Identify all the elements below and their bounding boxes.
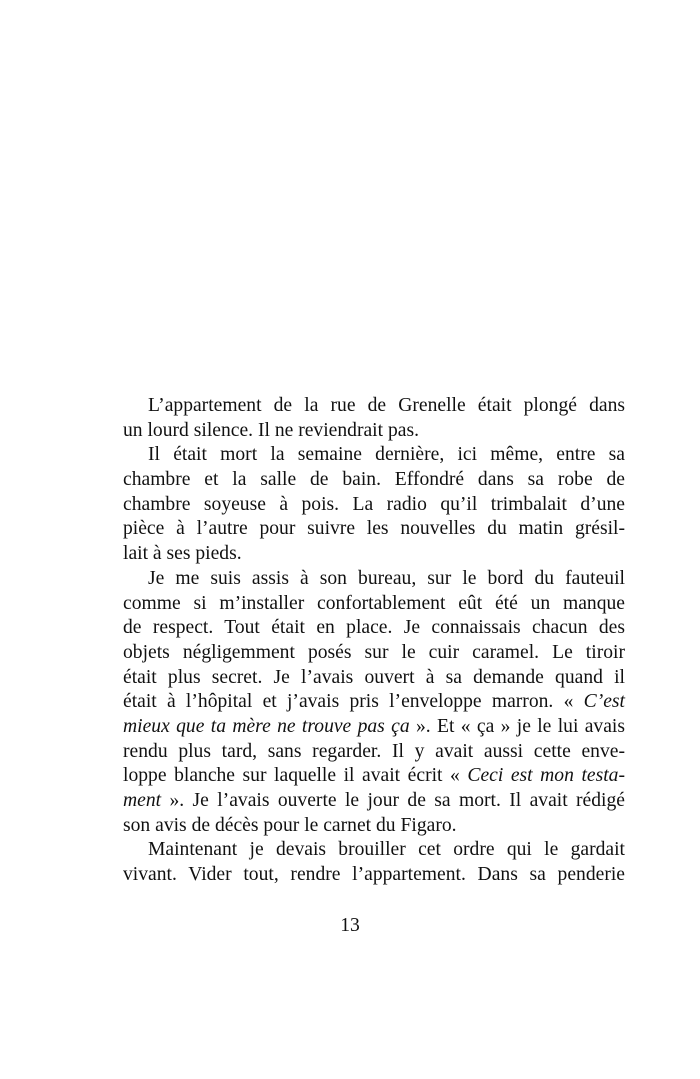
text-line: mieux que ta mère ne trouve pas ça ». Et « ça » je le lui avais: [123, 715, 625, 737]
text-line: rendu plus tard, sans regarder. Il y avait aussi cette enve-: [123, 740, 625, 762]
text-line: un lourd silence. Il ne reviendrait pas.: [123, 419, 419, 441]
text-line: lait à ses pieds.: [123, 543, 242, 565]
text-line: était plus secret. Je l’avais ouvert à sa demande quand il: [123, 666, 625, 688]
text-line: Je me suis assis à son bureau, sur le bord du fauteuil: [148, 567, 625, 589]
text-line: Il était mort la semaine dernière, ici même, entre sa: [148, 444, 625, 466]
text-line: était à l’hôpital et j’avais pris l’enveloppe marron. « C’est: [123, 691, 625, 713]
text-line: pièce à l’autre pour suivre les nouvelles du matin grésil-: [123, 518, 625, 540]
text-line: de respect. Tout était en place. Je connaissais chacun des: [123, 617, 625, 639]
page-number: 13: [340, 915, 360, 936]
text-line: comme si m’installer confortablement eût été un manque: [123, 592, 625, 614]
text-line: chambre soyeuse à pois. La radio qu’il trimbalait d’une: [123, 493, 625, 515]
text-line: vivant. Vider tout, rendre l’appartement. Dans sa penderie: [123, 864, 625, 886]
page-body-text: [123, 394, 625, 888]
text-line: Maintenant je devais brouiller cet ordre qui le gardait: [148, 839, 625, 861]
text-line: objets négligemment posés sur le cuir caramel. Le tiroir: [123, 641, 625, 663]
text-line: L’appartement de la rue de Grenelle était plongé dans: [148, 395, 625, 416]
text-line: chambre et la salle de bain. Effondré dans sa robe de: [123, 469, 625, 491]
text-line: ment ». Je l’avais ouverte le jour de sa mort. Il avait rédigé: [123, 790, 625, 811]
text-line: son avis de décès pour le carnet du Figaro.: [123, 814, 457, 836]
text-line: loppe blanche sur laquelle il avait écrit « Ceci est mon testa-: [123, 765, 625, 787]
